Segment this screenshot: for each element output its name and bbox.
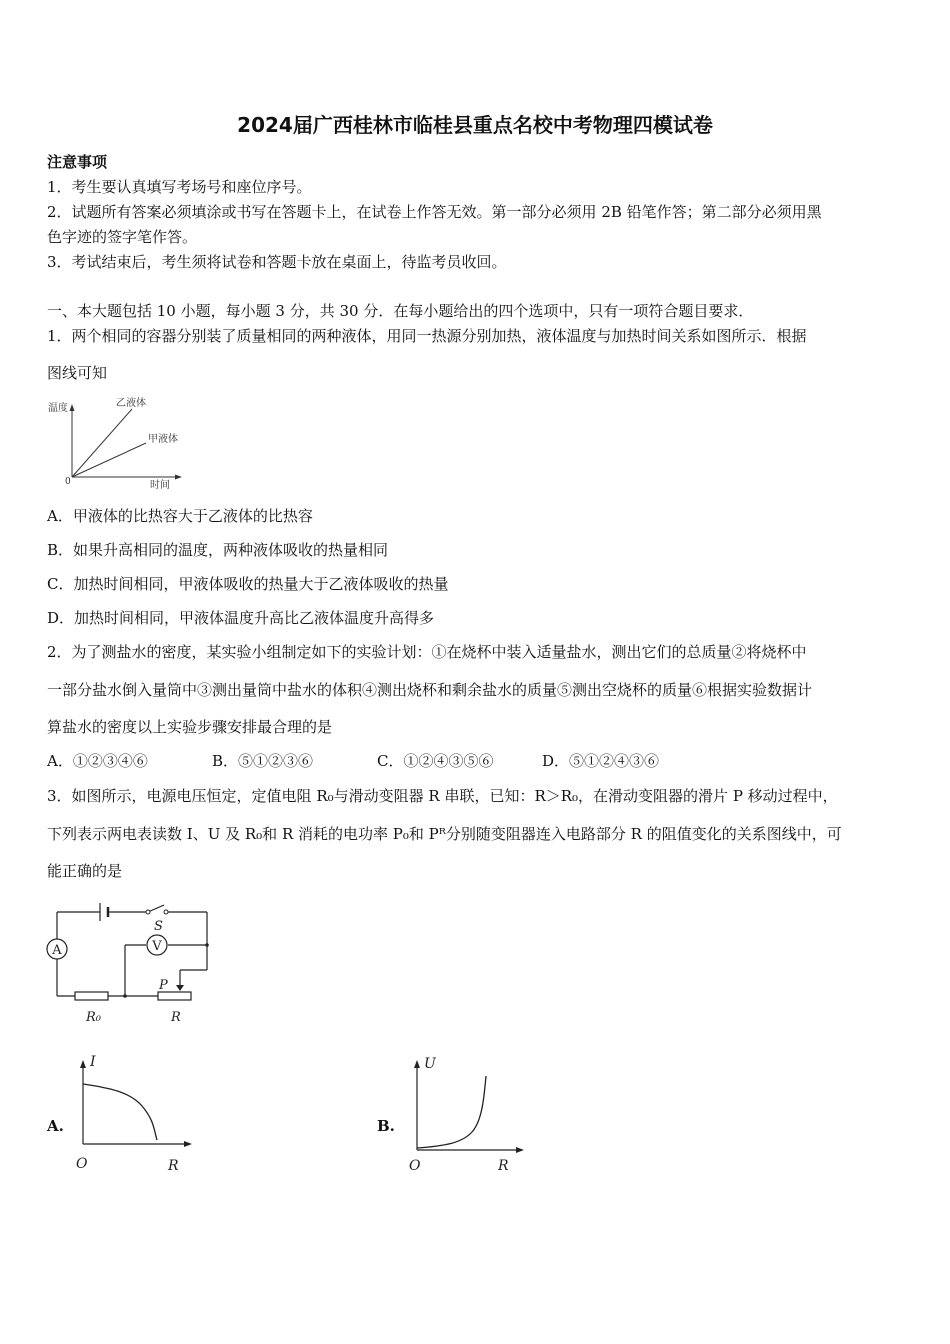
q1-temperature-graph xyxy=(40,392,190,492)
q3-line: 下列表示两电表读数 I、U 及 R₀和 R 消耗的电功率 P₀和 Pᴿ分别随变阻器连入电路部分 R 的阻值变化的关系图线中，可 xyxy=(47,825,842,843)
q3-option-a-label: A. xyxy=(47,1117,64,1135)
notice-item: 1．考生要认真填写考场号和座位序号。 xyxy=(47,178,312,196)
q2-option-c: C．①②④③⑤⑥ xyxy=(377,752,494,770)
q3-option-b-label: B. xyxy=(377,1117,395,1135)
q1-option-c: C．加热时间相同，甲液体吸收的热量大于乙液体吸收的热量 xyxy=(47,575,449,593)
q3-graph-a-curve xyxy=(83,1084,157,1140)
switch-label: S xyxy=(154,919,163,934)
q1-label-jia: 甲液体 xyxy=(148,434,178,445)
q1-line: 图线可知 xyxy=(47,364,108,382)
section-intro: 一、本大题包括 10 小题，每小题 3 分，共 30 分．在每小题给出的四个选项中，只有一项符合题目要求． xyxy=(47,302,754,320)
notice-item: 色字迹的签字笔作答。 xyxy=(47,228,198,246)
q2-line: 一部分盐水倒入量筒中③测出量筒中盐水的体积④测出烧杯和剩余盐水的质量⑤测出空烧杯的质量⑥根据实验数据计 xyxy=(47,681,813,699)
rheostat-r xyxy=(158,992,191,1000)
q2-line: 2．为了测盐水的密度，某实验小组制定如下的实验计划：①在烧杯中装入适量盐水，测出它们的总质量②将烧杯中 xyxy=(47,643,807,661)
q1-origin: 0 xyxy=(65,477,71,487)
ammeter-label: A xyxy=(52,943,62,958)
q3-graph-a-origin: O xyxy=(76,1156,88,1172)
q1-option-b: B．如果升高相同的温度，两种液体吸收的热量相同 xyxy=(47,541,389,559)
notice-heading: 注意事项 xyxy=(47,153,108,171)
switch-blade xyxy=(148,905,164,912)
r0-label: R₀ xyxy=(86,1010,101,1025)
notice-item: 2．试题所有答案必须填涂或书写在答题卡上，在试卷上作答无效。第一部分必须用 2B 铅笔作答；第二部分必须用黑 xyxy=(47,203,822,221)
r-label: R xyxy=(171,1010,181,1025)
q3-graph-a-xlabel: R xyxy=(168,1158,179,1174)
resistor-r0 xyxy=(75,992,108,1000)
slider-arrow xyxy=(176,985,184,991)
q2-option-d: D．⑤①②④③⑥ xyxy=(542,752,660,770)
q1-xlabel: 时间 xyxy=(150,480,170,491)
q3-graph-b-origin: O xyxy=(409,1158,421,1174)
page-title: 2024届广西桂林市临桂县重点名校中考物理四模试卷 xyxy=(237,113,713,137)
q2-option-a: A．①②③④⑥ xyxy=(47,752,148,770)
q1-option-a: A．甲液体的比热容大于乙液体的比热容 xyxy=(47,507,313,525)
q1-line-jia xyxy=(72,443,146,477)
q3-graph-b-curve xyxy=(417,1076,486,1148)
q3-graph-b-ylabel: U xyxy=(424,1056,436,1072)
q3-graph-a xyxy=(70,1048,200,1178)
q3-graph-b xyxy=(400,1048,530,1178)
q1-label-yi: 乙液体 xyxy=(116,398,146,409)
q3-line: 能正确的是 xyxy=(47,862,123,880)
q3-graph-b-xlabel: R xyxy=(498,1158,509,1174)
q1-line-yi xyxy=(72,409,132,477)
q1-ylabel: 温度 xyxy=(48,403,68,414)
notice-item: 3．考试结束后，考生须将试卷和答题卡放在桌面上，待监考员收回。 xyxy=(47,253,507,271)
q3-graph-a-ylabel: I xyxy=(90,1054,96,1070)
q1-option-d: D．加热时间相同，甲液体温度升高比乙液体温度升高得多 xyxy=(47,609,435,627)
slider-label: P xyxy=(159,978,168,993)
voltmeter-label: V xyxy=(152,939,162,954)
q1-line: 1．两个相同的容器分别装了质量相同的两种液体，用同一热源分别加热，液体温度与加热时间关系如图所示．根据 xyxy=(47,327,807,345)
q2-line: 算盐水的密度以上实验步骤安排最合理的是 xyxy=(47,718,333,736)
q3-circuit-diagram xyxy=(40,893,230,1028)
q3-line: 3．如图所示，电源电压恒定，定值电阻 R₀与滑动变阻器 R 串联，已知：R＞R₀，在滑动变阻器的滑片 P 移动过程中， xyxy=(47,787,838,805)
q2-option-b: B．⑤①②③⑥ xyxy=(212,752,314,770)
